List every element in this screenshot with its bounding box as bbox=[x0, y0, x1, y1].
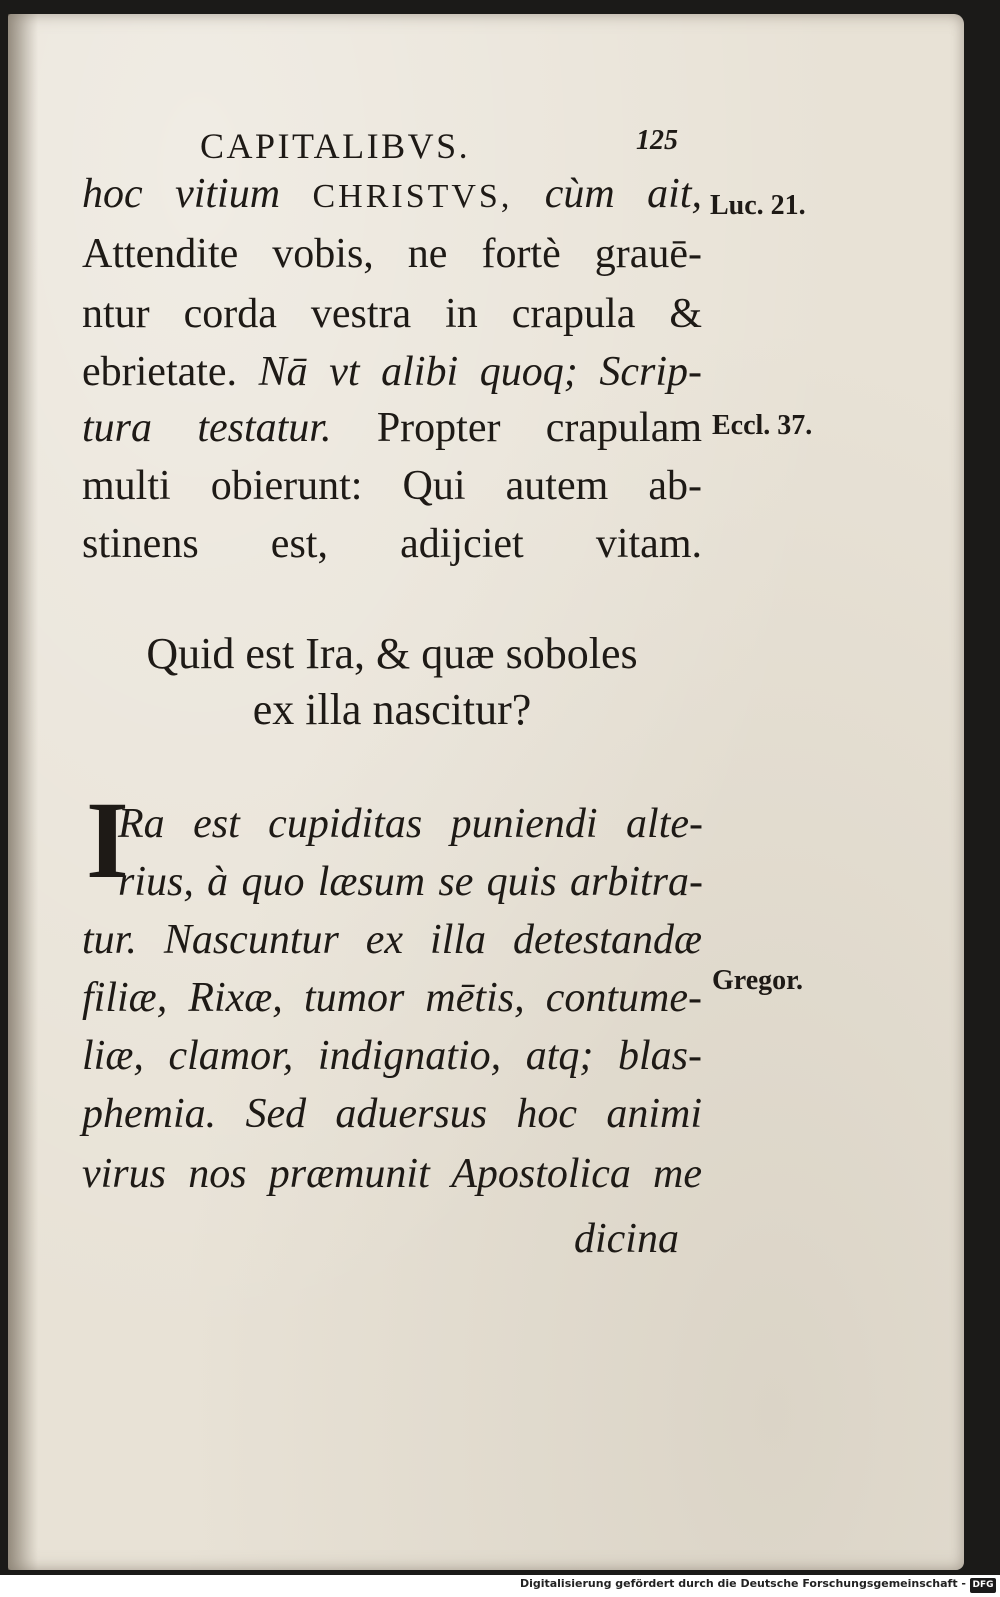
paragraph2-line1: Ra est cupiditas puniendi alte- bbox=[118, 801, 703, 847]
catchword: dicina bbox=[574, 1216, 679, 1262]
paragraph2-line7: virus nos præmunit Apostolica me bbox=[82, 1151, 702, 1197]
line5-italic: tura testatur. bbox=[82, 405, 332, 451]
margin-note-eccl: Eccl. 37. bbox=[712, 410, 813, 441]
paragraph1-line2: Attendite vobis, ne fortè grauē- bbox=[82, 231, 702, 277]
paragraph1-line1 bbox=[82, 170, 702, 218]
paragraph2-line3: tur. Nascuntur ex illa detestandæ bbox=[82, 917, 702, 963]
paragraph1-line4 bbox=[82, 348, 702, 396]
line7-text: stinens est, adijciet vitam. bbox=[82, 521, 702, 567]
dfg-logo-icon: DFG bbox=[970, 1578, 996, 1593]
page-number: 125 bbox=[636, 125, 678, 156]
line4-roman: ebrietate. bbox=[82, 349, 238, 395]
paragraph1-line7 bbox=[82, 520, 702, 568]
line5-roman: Propter crapulam bbox=[376, 405, 703, 451]
paragraph2-line5: liæ, clamor, indignatio, atq; blas- bbox=[82, 1033, 702, 1079]
paragraph1-line3: ntur corda vestra in crapula & bbox=[82, 291, 702, 337]
margin-note-luke: Luc. 21. bbox=[710, 190, 806, 221]
footer-credit: Digitalisierung gefördert durch die Deutsche Forschungsgemeinschaft - bbox=[519, 1577, 966, 1590]
line1-italic-c: cùm ait, bbox=[544, 171, 702, 217]
line1-christus: CHRISTVS, bbox=[312, 178, 513, 215]
paragraph2-line4: filiæ, Rixæ, tumor mētis, contume- bbox=[82, 975, 702, 1021]
running-head: CAPITALIBVS. bbox=[200, 126, 471, 166]
paragraph1-line5 bbox=[82, 404, 702, 452]
line1-italic-a: hoc vitium bbox=[82, 171, 281, 217]
line4-italic: Nā vt alibi quoq; Scrip- bbox=[258, 349, 702, 395]
paragraph2-line2: rius, à quo læsum se quis arbitra- bbox=[118, 859, 703, 905]
paragraph2-line6: phemia. Sed aduersus hoc animi bbox=[82, 1091, 702, 1137]
paragraph1-line6: multi obierunt: Qui autem ab- bbox=[82, 463, 702, 509]
section-heading-line2: ex illa nascitur? bbox=[252, 685, 532, 734]
spine-shadow bbox=[8, 14, 38, 1570]
drop-cap: I bbox=[86, 779, 129, 901]
section-heading-line1: Quid est Ira, & quæ soboles bbox=[146, 629, 638, 678]
margin-note-gregor: Gregor. bbox=[712, 965, 803, 996]
